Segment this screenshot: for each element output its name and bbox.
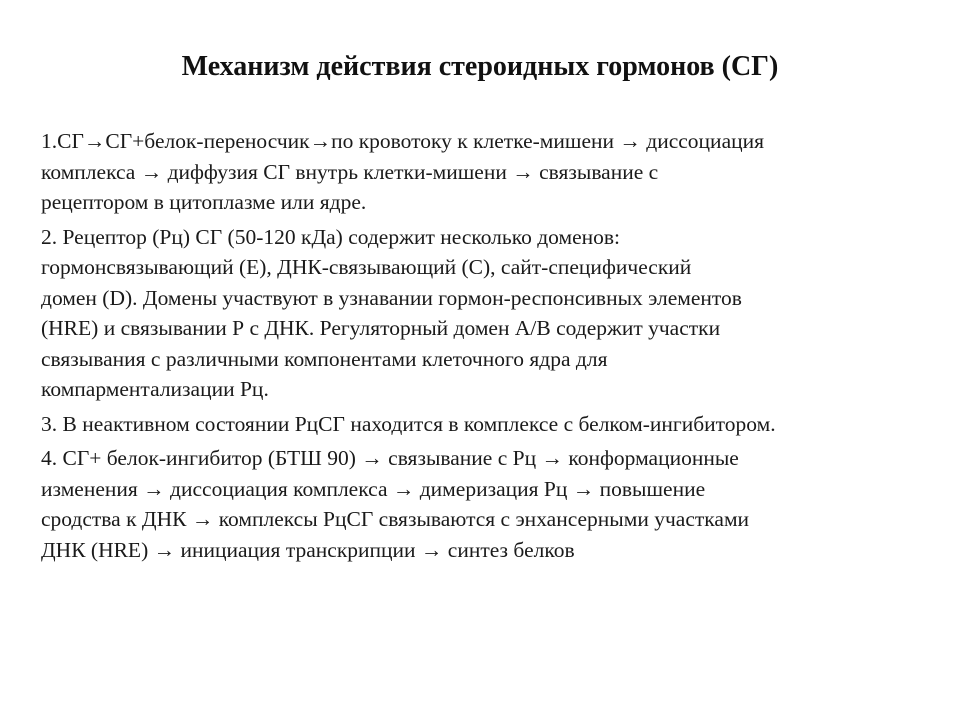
- item-4-line-2: изменения → диссоциация комплекса → димеризация Рц → повышение: [41, 476, 706, 501]
- item-2-line-1: 2. Рецептор (Рц) СГ (50-120 кДа) содержит несколько доменов:: [41, 224, 620, 249]
- slide-body: [41, 126, 921, 569]
- item-1-line-1: 1.СГ→СГ+белок-переносчик→по кровотоку к клетке-мишени → диссоциация: [41, 129, 765, 153]
- item-2-line-6: компарментализации Рц.: [41, 377, 269, 401]
- list-item-3: [41, 409, 921, 440]
- item-4-line-3: сродства к ДНК → комплексы РцСГ связываются с энхансерными участками: [41, 507, 750, 531]
- item-2-line-4: (HRE) и связывании Р с ДНК. Регуляторный домен А/В содержит участки: [41, 316, 721, 340]
- list-item-1: [41, 126, 921, 218]
- list-item-4: [41, 443, 921, 565]
- item-2-line-2: гормонсвязывающий (Е), ДНК-связывающий (С), сайт-специфический: [41, 255, 692, 279]
- item-4-line-1: 4. СГ+ белок-ингибитор (БТШ 90) → связывание с Рц → конформационные: [41, 446, 739, 470]
- item-2-line-3: домен (D). Домены участвуют в узнавании гормон-респонсивных элементов: [41, 285, 742, 310]
- item-4-line-4: ДНК (HRE) → инициация транскрипции → синтез белков: [41, 537, 575, 562]
- item-1-line-3: рецептором в цитоплазме или ядре.: [41, 190, 367, 214]
- item-1-line-2: комплекса → диффузия СГ внутрь клетки-мишени → связывание с: [41, 159, 659, 184]
- item-3-line-1: 3. В неактивном состоянии РцСГ находится в комплексе с белком-ингибитором.: [41, 411, 776, 436]
- slide-title: Механизм действия стероидных гормонов (СГ): [181, 51, 779, 82]
- item-2-line-5: связывания с различными компонентами клеточного ядра для: [41, 346, 608, 371]
- list-item-2: [41, 222, 921, 405]
